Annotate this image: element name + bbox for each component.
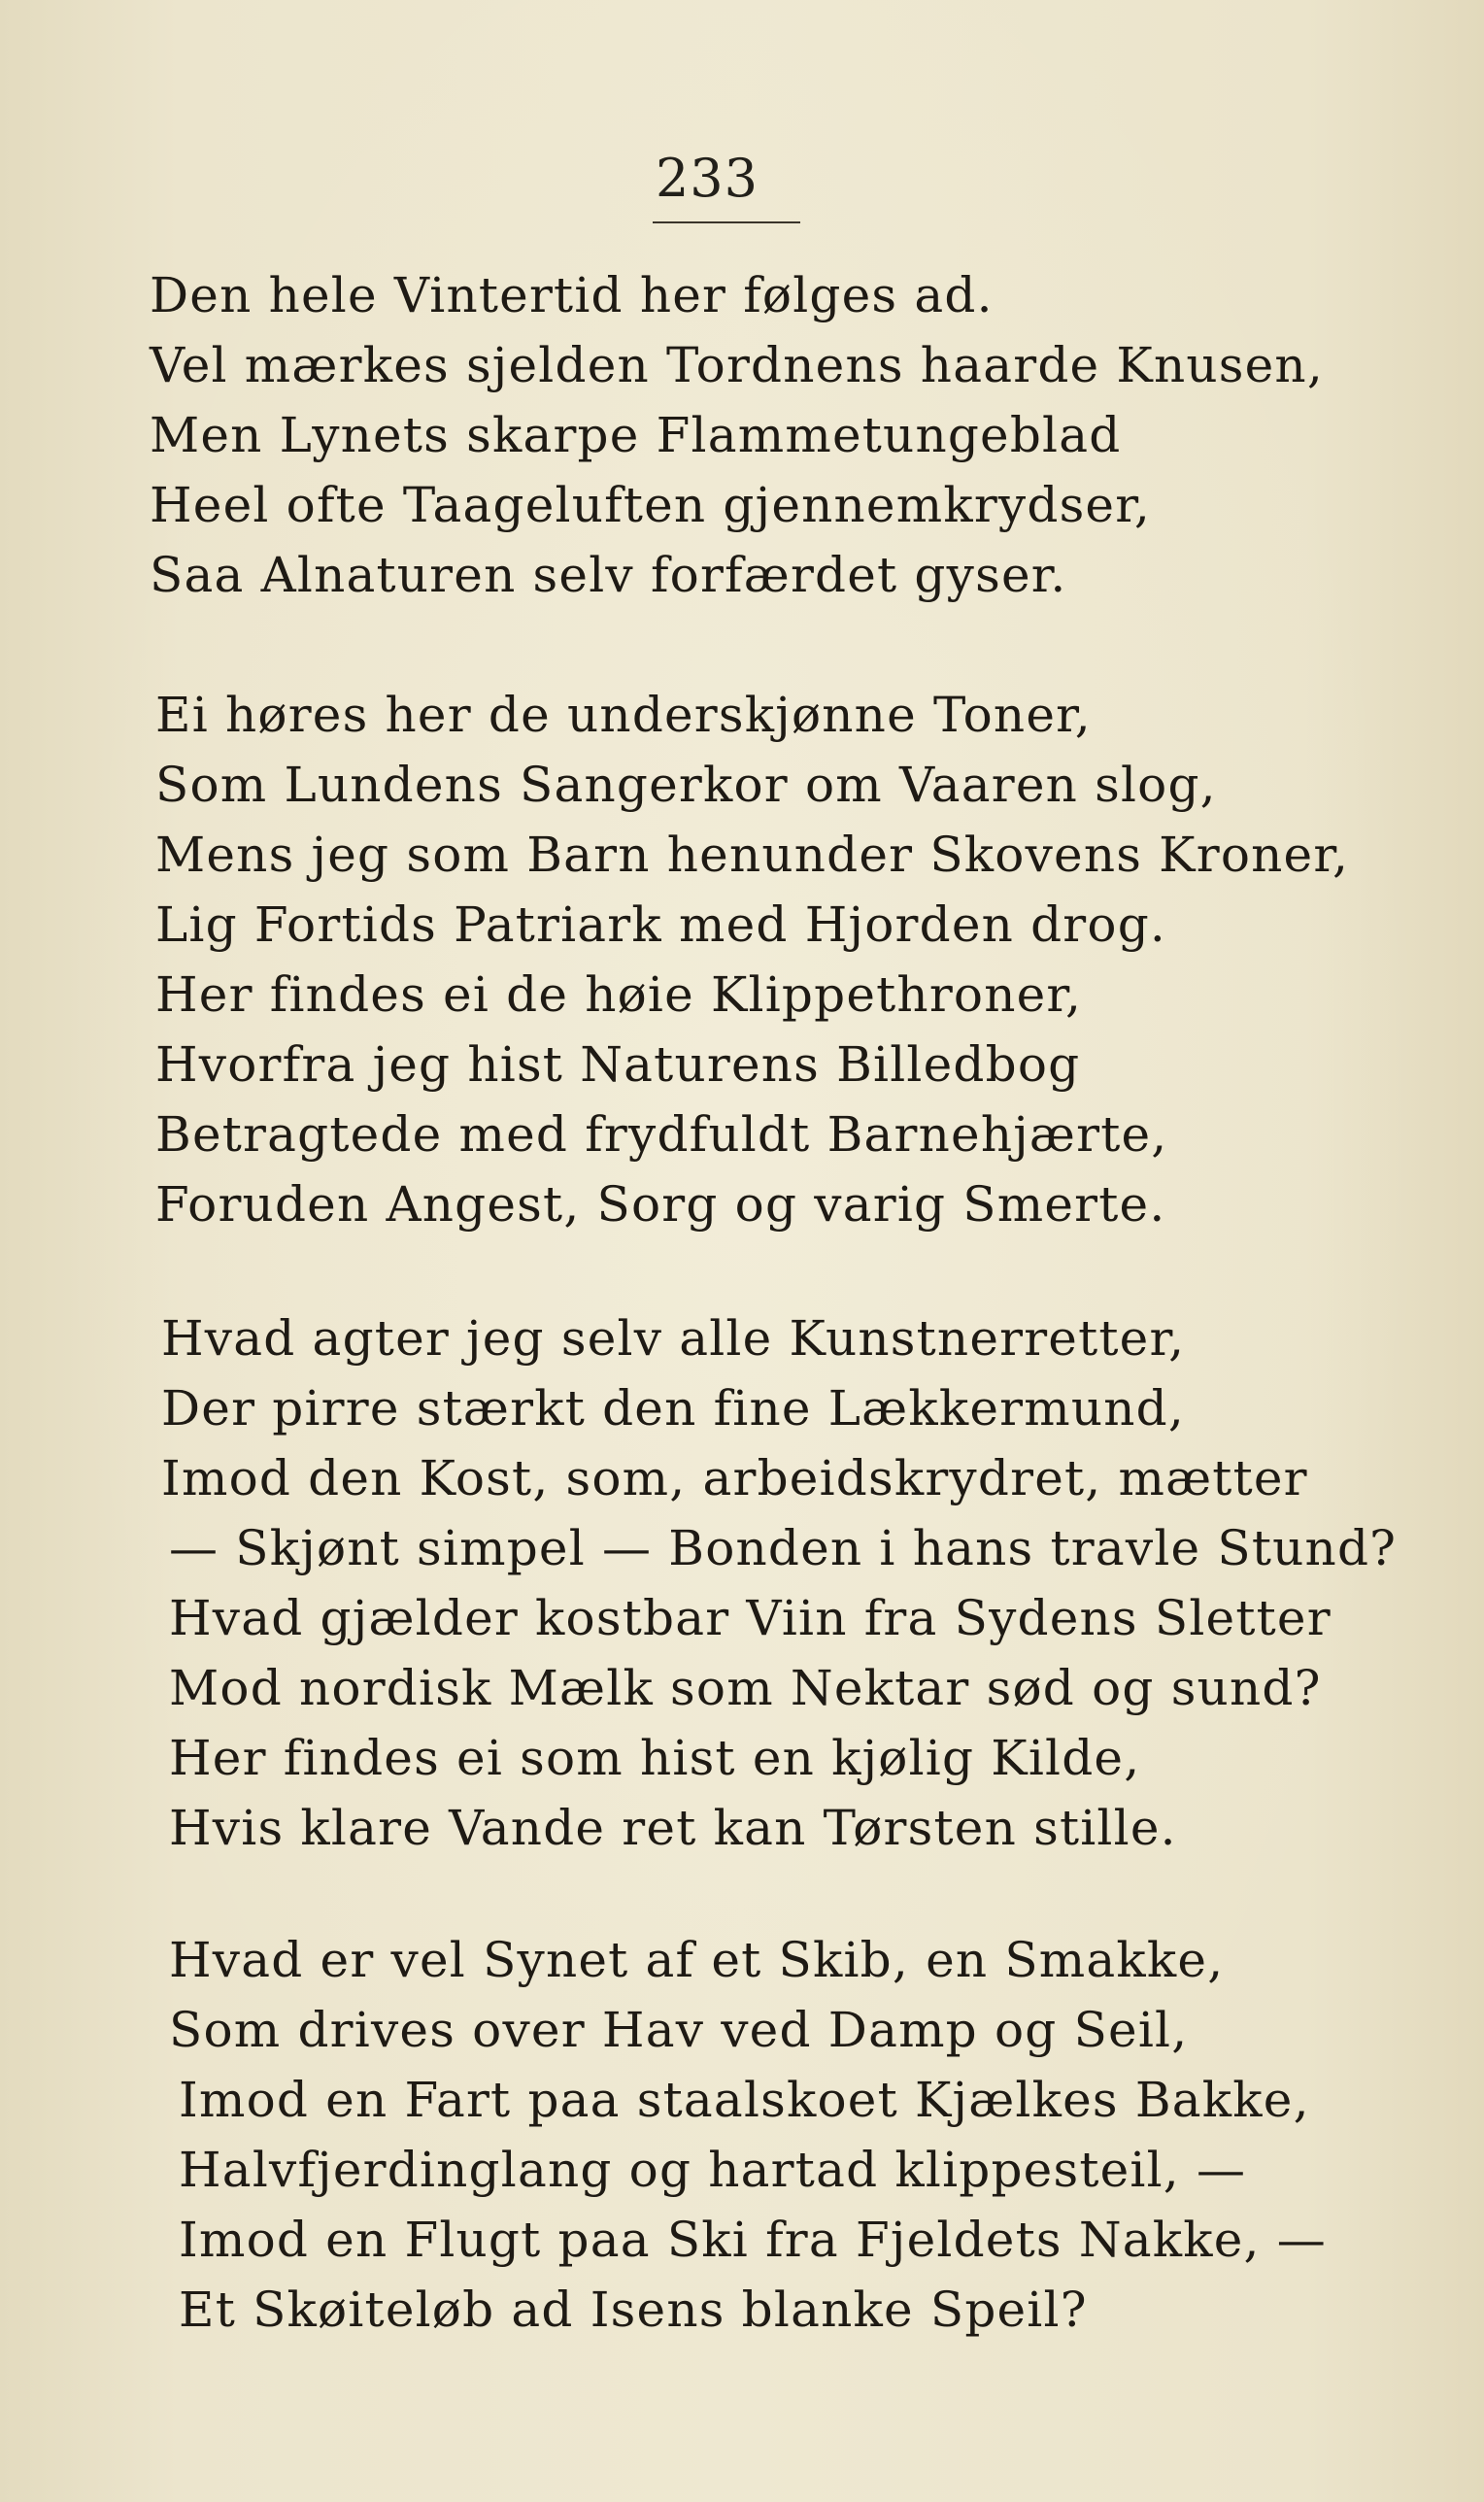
poem-line: Imod en Flugt paa Ski fra Fjeldets Nakke, — [179,2212,1327,2268]
poem-line: Som Lundens Sangerkor om Vaaren slog, [155,757,1217,813]
page-number-rule [653,221,800,223]
poem-line: Heel ofte Taageluften gjennemkrydser, [150,477,1151,533]
poem-line: Her findes ei som hist en kjølig Kilde, [169,1730,1141,1786]
poem-line: Den hele Vintertid her følges ad. [150,267,994,323]
poem-line: Imod en Fart paa staalskoet Kjælkes Bakke, [179,2072,1310,2128]
stanza-1 [146,260,1360,610]
poem-line: Som drives over Hav ved Damp og Seil, [169,2002,1189,2058]
stanza-2 [146,680,1360,1239]
poem-line: Hvis klare Vande ret kan Tørsten stille. [169,1800,1177,1856]
page-number: 233 [655,148,759,209]
poem-line: Et Skøiteløb ad Isens blanke Speil? [179,2282,1088,2338]
poem-line: Mens jeg som Barn henunder Skovens Kroner, [155,827,1350,883]
poem-line: Hvad agter jeg selv alle Kunstnerretter, [161,1310,1186,1367]
poem-line: Saa Alnaturen selv forfærdet gyser. [150,547,1067,603]
poem-line: Ei høres her de underskjønne Toner, [155,687,1092,743]
stanza-3 [146,1303,1398,1863]
poem-line: Her findes ei de høie Klippethroner, [155,966,1083,1023]
poem-line: Hvad gjælder kostbar Viin fra Sydens Sletter [169,1590,1332,1646]
poem-line: Betragtede med frydfuldt Barnehjærte, [155,1106,1168,1163]
poem-line: Vel mærkes sjelden Tordnens haarde Knusen, [150,337,1324,393]
poem-line: Lig Fortids Patriark med Hjorden drog. [155,896,1167,953]
poem-line: Men Lynets skarpe Flammetungeblad [150,407,1122,463]
poem-line: Imod den Kost, som, arbeidskrydret, mætter [161,1450,1308,1506]
poem-line: Hvad er vel Synet af et Skib, en Smakke, [169,1932,1225,1988]
poem-line: Hvorfra jeg hist Naturens Billedbog [155,1036,1081,1093]
poem-line: Halvfjerdinglang og hartad klippesteil, — [179,2142,1247,2198]
stanza-4 [146,1925,1360,2345]
poem-line: Mod nordisk Mælk som Nektar sød og sund? [169,1660,1322,1716]
poem-line: Foruden Angest, Sorg og varig Smerte. [155,1176,1166,1233]
poem-line: — Skjønt simpel — Bonden i hans travle Stund? [169,1520,1398,1576]
poem-line: Der pirre stærkt den fine Lækkermund, [161,1380,1185,1437]
